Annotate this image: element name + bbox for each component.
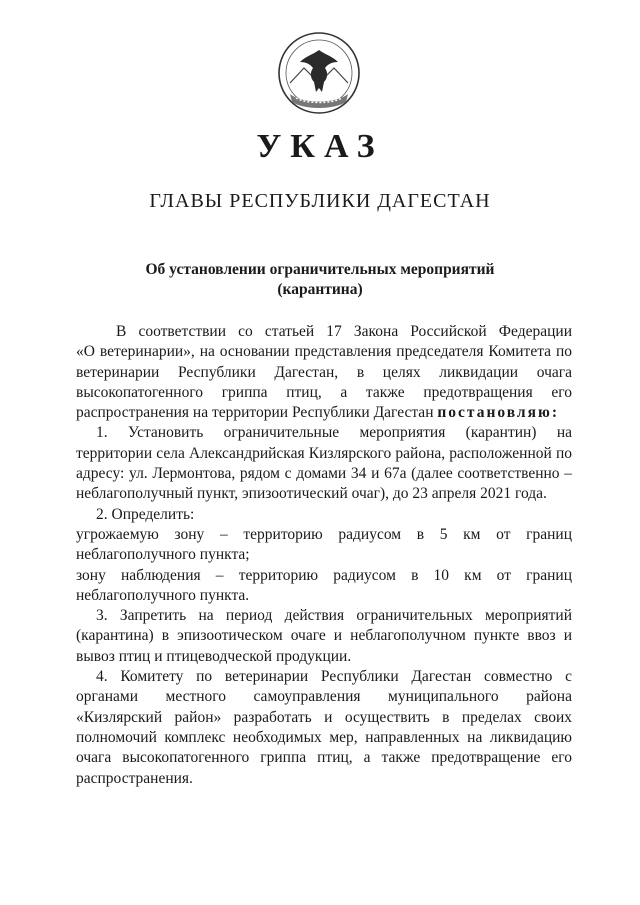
dagestan-coat-of-arms-icon — [276, 28, 362, 118]
preamble-line: «О ветеринарии», на основании представления председателя Комитета по — [76, 343, 572, 361]
item-4-line: распространения. — [76, 769, 193, 787]
item-3-line: 3. Запретить на период действия ограничительных мероприятий — [96, 607, 572, 625]
heading-line-2: (карантина) — [277, 281, 363, 298]
preamble-line: В соответствии со статьей 17 Закона Российской Федерации — [116, 323, 572, 340]
preamble-line: ветеринарии Республики Дагестан, в целях ликвидации очага — [76, 363, 572, 381]
item-3-line: (карантина) в эпизоотическом очаге и неблагополучном пункте ввоз и — [76, 627, 572, 645]
item-4-line: органами местного самоуправления муниципального района — [76, 688, 572, 706]
preamble-line-last: распространения на территории Республики Дагестан постановляю: — [76, 404, 560, 422]
decree-body — [76, 322, 572, 789]
item-2-zone-a: неблагополучного пункта; — [76, 546, 250, 564]
decree-heading — [0, 260, 640, 300]
item-3-line: вывоз птиц и птицеводческой продукции. — [76, 647, 352, 665]
item-4-line: «Кизлярский район» разработать и осуществить в пределах своих — [76, 708, 572, 726]
item-1-line: неблагополучный пункт, эпизоотический очаг), до 23 апреля 2021 года. — [76, 485, 547, 503]
item-2-line: 2. Определить: — [96, 505, 195, 523]
item-2-zone-a: угрожаемую зону – территорию радиусом в 5 км от границ — [76, 525, 572, 543]
decree-word: постановляю: — [437, 404, 560, 422]
decree-title: УКАЗ — [256, 128, 384, 165]
item-4-line: очага высокопатогенного гриппа птиц, а также предотвращение его — [76, 749, 572, 767]
item-2-zone-b: зону наблюдения – территорию радиусом в 10 км от границ — [76, 566, 572, 584]
heading-line-1: Об установлении ограничительных мероприятий — [145, 261, 495, 278]
item-2-zone-b: неблагополучного пункта. — [76, 586, 250, 604]
item-4-line: полномочий комплекс необходимых мер, направленных на ликвидацию — [76, 728, 572, 746]
item-1-line: территории села Александрийская Кизлярского района, расположенной по — [76, 444, 572, 462]
item-4-line: 4. Комитету по ветеринарии Республики Дагестан совместно с — [96, 668, 572, 686]
item-1-line: адресу: ул. Лермонтова, рядом с домами 34 и 67а (далее соответственно – — [76, 465, 572, 483]
preamble-line: высокопатогенного гриппа птиц, а также предотвращения его — [76, 383, 572, 401]
decree-subtitle: ГЛАВЫ РЕСПУБЛИКИ ДАГЕСТАН — [149, 190, 491, 212]
item-1-line: 1. Установить ограничительные мероприятия (карантин) на — [96, 424, 572, 442]
